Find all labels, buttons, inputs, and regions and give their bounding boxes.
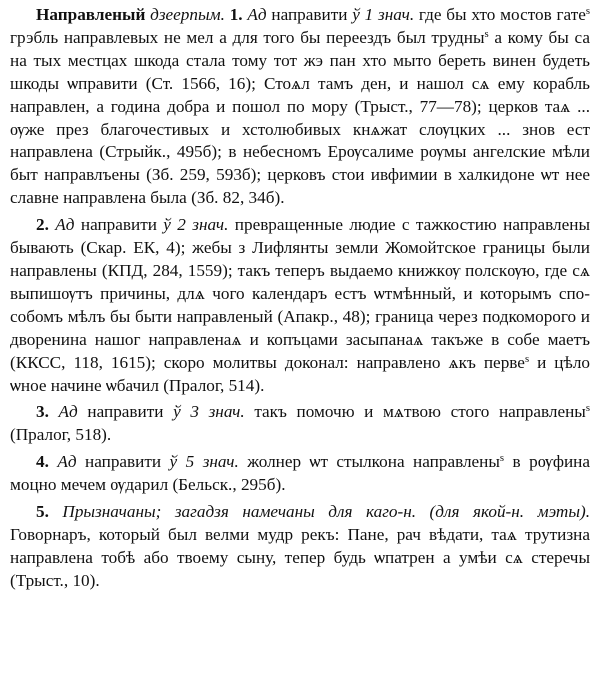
superscript-mark: s bbox=[484, 29, 489, 41]
quote-text: в рѹфина моцно мечем ѹдарил (Бельск., 295б). bbox=[10, 452, 591, 495]
sense-text: направити bbox=[266, 5, 353, 24]
quote-text: такъ помочю и мѧтвою стого направлены bbox=[244, 402, 586, 422]
quote-text: жолнер ѡт стылкона направлены bbox=[238, 452, 500, 472]
sense-reference: ў 5 знач. bbox=[169, 452, 239, 472]
entry-sense-5 bbox=[10, 501, 590, 593]
quote-text: грэбль направлевых не мел а для того бы переездъ был трудны bbox=[10, 27, 485, 47]
etymology-label: Ад bbox=[58, 402, 78, 422]
headword: Направленый bbox=[36, 5, 146, 24]
quote-text: а кому бы са на тых местцах шкода стала тому тот жэ пан хто мыто береть винен будеть шкоды ѡправити (Ст. 1566, 16); Стоѧл тамъ ден, и нашол сѧ ему корабль направлен, а година добра и пошол по мору (Трыст., 77—78); церков таѧ ... ѹже през благочестивых и хстолюбивых кнѧжат слѹцких ... знов ест направлена (Стрыйк., 495б); в небесномъ Ерѹсалиме рѹмы ангелские мѣли быт направлъены (Зб. 259, 593б); церковъ стои ивфимии в халкидоне ѡт нее славне направлена была (Зб. 82, 34б). bbox=[10, 27, 590, 208]
part-of-speech: дзеерпым. bbox=[150, 5, 225, 24]
superscript-mark: s bbox=[499, 453, 505, 465]
quote-text: где бы хто мостов гате bbox=[414, 5, 586, 24]
etymology-label: Ад bbox=[247, 5, 267, 24]
etymology-label: Ад bbox=[55, 215, 75, 235]
superscript-mark: s bbox=[585, 403, 590, 415]
entry-sense-3 bbox=[10, 401, 590, 447]
quote-text: превращенные людие с тажкостию направлены бывають (Скар. ЕК, 4); жебы з Лифлянты земли Жомойтское границы были направлены (КПД, 284, 1559); такъ теперъ выдаемо книжкѹ полскѹю, где сѧ выпишѹтъ причины, длѧ чого календаръ естъ ѡтмѣнный, и которымъ способомъ мѣлъ бы быти направленый (Апакр., 48); граница через подкоморого и дворенина нашог направленаѧ и копъцами засыпанаѧ такъже в собе маетъ (ККСС, 118, 1615); скоро молитвы доконал: направлено ѧкъ перве bbox=[10, 215, 591, 372]
sense-number: 4. bbox=[36, 452, 49, 472]
sense-text: направити bbox=[76, 452, 170, 472]
entry-sense-2 bbox=[10, 214, 590, 397]
sense-number: 1. bbox=[229, 5, 243, 24]
sense-text: направити bbox=[74, 215, 164, 235]
sense-gloss: Прызначаны; загадзя намечаны для каго-н. (для якой-н. мэты). bbox=[62, 502, 590, 522]
superscript-mark: s bbox=[524, 353, 530, 365]
sense-number: 3. bbox=[36, 402, 49, 422]
sense-reference: ў 2 знач. bbox=[163, 215, 229, 235]
entry-sense-1 bbox=[10, 4, 590, 210]
sense-number: 2. bbox=[36, 215, 49, 235]
entry-sense-4 bbox=[10, 451, 590, 497]
sense-reference: ў 1 знач. bbox=[352, 5, 415, 24]
superscript-mark: s bbox=[585, 6, 591, 18]
quote-text: (Пралог, 518). bbox=[10, 425, 112, 445]
quote-text: Говорнаръ, который был велми мудр рекъ: Пане, рач вѣдати, таѧ трутизна направлена тобѣ або твоему сыну, тепер будь ѡпатрен а умѣи сѧ стеречы (Трыст., 10). bbox=[10, 524, 590, 590]
sense-reference: ў 3 знач. bbox=[173, 402, 245, 422]
sense-text: направити bbox=[77, 402, 174, 422]
quote-text: и цѣло ѡное начине ѡбачил (Пралог, 514). bbox=[10, 352, 590, 395]
sense-number: 5. bbox=[36, 502, 49, 522]
etymology-label: Ад bbox=[57, 452, 77, 472]
